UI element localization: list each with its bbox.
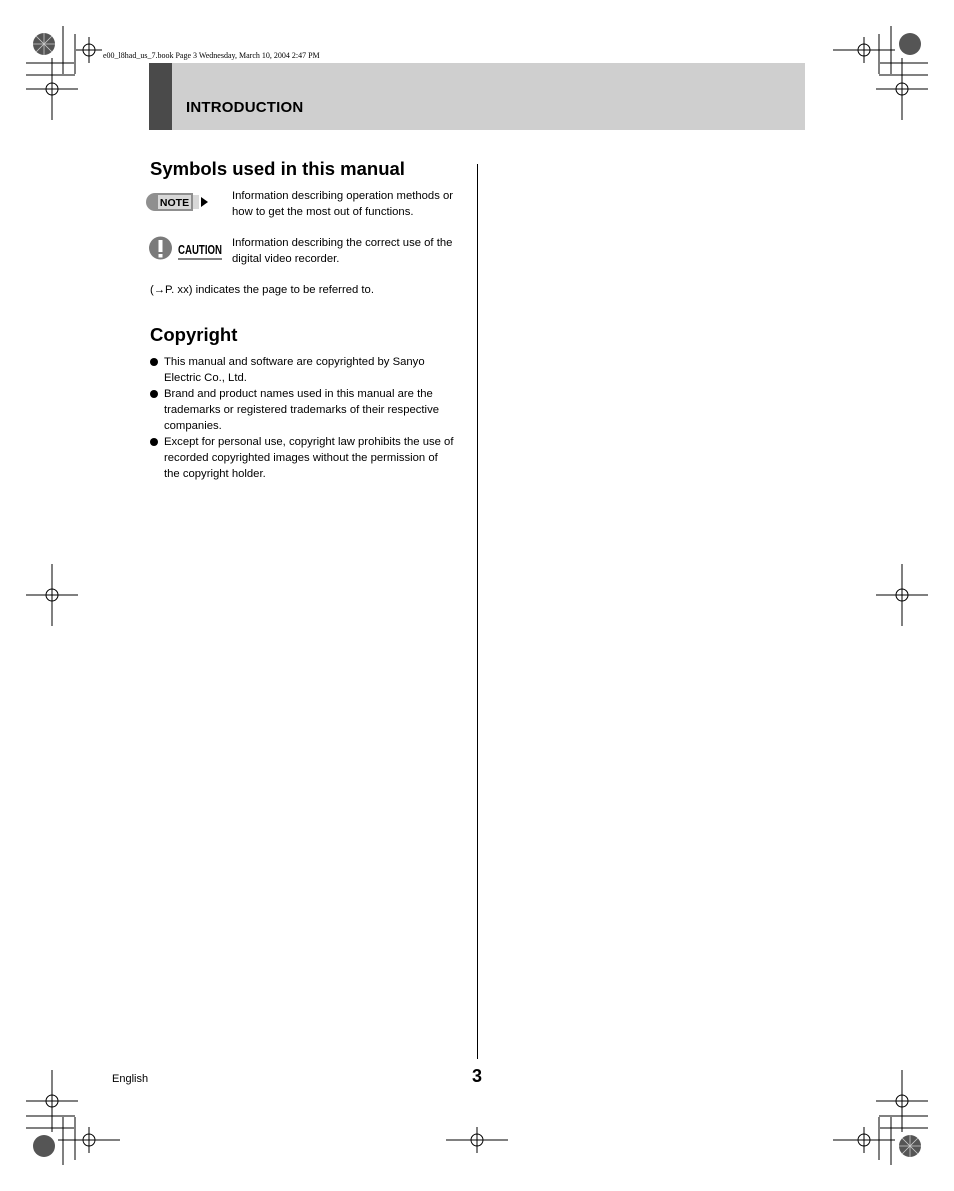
- list-item: This manual and software are copyrighted by Sanyo Electric Co., Ltd.: [150, 354, 455, 386]
- section-title: INTRODUCTION: [186, 99, 304, 116]
- note-badge-label: NOTE: [159, 197, 190, 209]
- column-divider: [477, 164, 478, 1059]
- caution-icon: [149, 236, 225, 262]
- reference-note: (→P. xx) indicates the page to be referred to.: [150, 284, 374, 296]
- caution-description: Information describing the correct use of the digital video recorder.: [232, 237, 453, 265]
- symbols-heading: Symbols used in this manual: [150, 158, 405, 179]
- list-item: Except for personal use, copyright law prohibits the use of recorded copyrighted images without the permission of the copyright holder.: [150, 434, 455, 482]
- list-item: Brand and product names used in this manual are the trademarks or registered trademarks of their respective companies.: [150, 386, 455, 434]
- copyright-heading: Copyright: [150, 324, 238, 345]
- caution-badge-label: CAUTION: [178, 242, 222, 257]
- note-icon: [149, 192, 211, 212]
- print-meta: e00_l8had_us_7.book Page 3 Wednesday, March 10, 2004 2:47 PM: [103, 51, 320, 60]
- copyright-list: [150, 354, 455, 482]
- section-header-bar: [149, 63, 805, 130]
- note-description: Information describing operation methods or how to get the most out of functions.: [232, 190, 454, 218]
- page-number: 3: [472, 1066, 483, 1086]
- section-header-tab: [149, 63, 172, 130]
- footer-language: English: [112, 1073, 149, 1085]
